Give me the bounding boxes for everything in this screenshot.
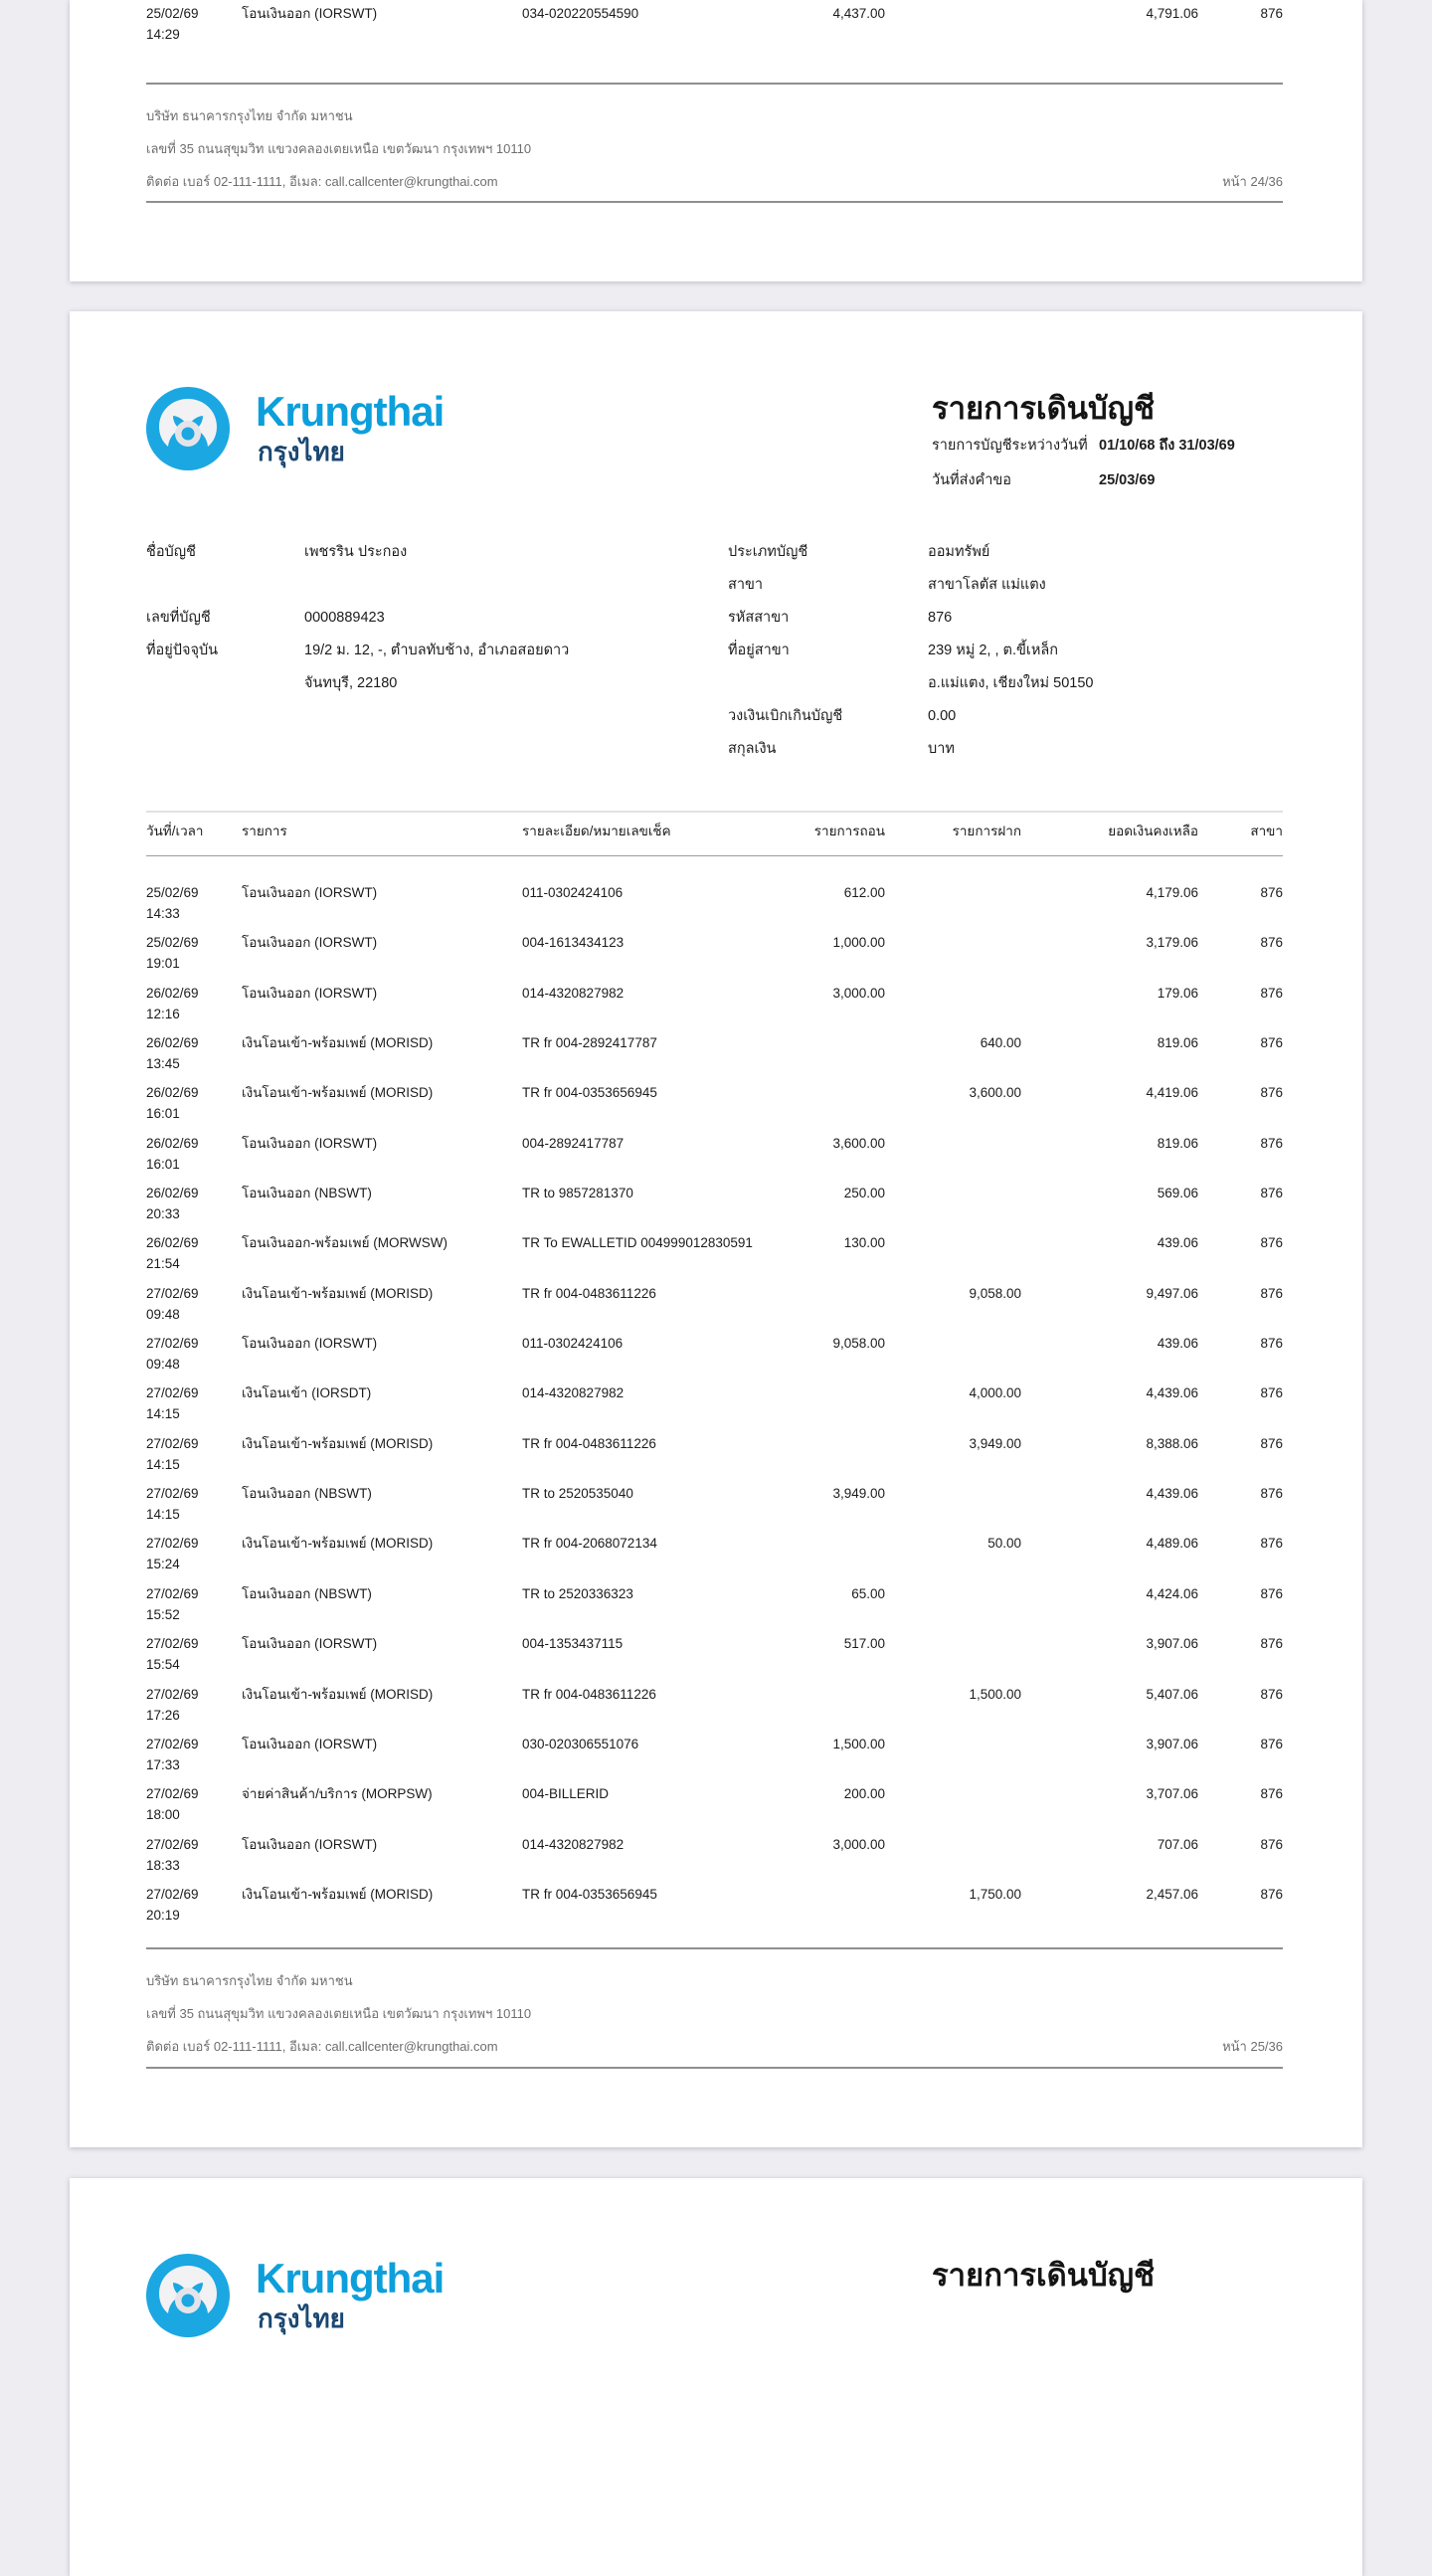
- txn-detail: TR to 2520535040: [522, 1486, 633, 1502]
- txn-detail: TR to 2520336323: [522, 1585, 633, 1601]
- txn-balance: 179.06: [1157, 985, 1198, 1001]
- txn-detail: TR to 9857281370: [522, 1186, 633, 1201]
- txn-balance: 4,791.06: [1146, 6, 1198, 21]
- txn-balance: 4,179.06: [1146, 885, 1198, 900]
- txn-description: จ่ายค่าสินค้า/บริการ (MORPSW): [242, 1786, 433, 1802]
- garuda-bird-icon: [146, 2254, 230, 2337]
- footer-contact: ติดต่อ เบอร์ 02-111-1111, อีเมล: call.callcenter@krungthai.com: [146, 2039, 498, 2054]
- table-row: [146, 983, 1283, 1032]
- txn-detail: TR fr 004-0353656945: [522, 1085, 657, 1101]
- txn-branch: 876: [1260, 1235, 1283, 1251]
- txn-datetime: 27/02/69 09:48: [146, 1336, 199, 1373]
- address-label: ที่อยู่ปัจจุบัน: [146, 643, 219, 658]
- txn-description: เงินโอนเข้า-พร้อมเพย์ (MORISD): [242, 1035, 434, 1051]
- txn-datetime: 25/02/69 14:33: [146, 885, 199, 921]
- branch-address-line2: อ.แม่แตง, เชียงใหม่ 50150: [928, 675, 1094, 691]
- txn-balance: 4,439.06: [1146, 1486, 1198, 1502]
- table-header-divider: [146, 855, 1283, 856]
- txn-detail: 004-1353437115: [522, 1636, 624, 1652]
- txn-balance: 8,388.06: [1146, 1435, 1198, 1451]
- txn-deposit: [885, 1183, 1021, 1232]
- address-line1: 19/2 ม. 12, -, ตำบลทับช้าง, อำเภอสอยดาว: [304, 643, 570, 658]
- txn-datetime: 26/02/69 12:16: [146, 985, 199, 1021]
- txn-branch: 876: [1260, 985, 1283, 1001]
- txn-description: เงินโอนเข้า-พร้อมเพย์ (MORISD): [242, 1285, 434, 1301]
- account-name-label: ชื่อบัญชี: [146, 544, 196, 560]
- txn-withdrawal: 3,000.00: [832, 1836, 885, 1852]
- txn-deposit: [885, 1834, 1021, 1884]
- txn-withdrawal: 517.00: [843, 1636, 885, 1652]
- table-row: [146, 1533, 1283, 1582]
- txn-detail: TR To EWALLETID 004999012830591: [522, 1235, 753, 1251]
- footer-divider: [146, 1947, 1283, 1949]
- txn-withdrawal: 1,000.00: [832, 935, 885, 951]
- txn-deposit: 4,000.00: [969, 1385, 1021, 1401]
- account-row: [146, 739, 1283, 772]
- txn-branch: 876: [1260, 1585, 1283, 1601]
- txn-deposit: 640.00: [980, 1035, 1021, 1051]
- table-row: [146, 1734, 1283, 1783]
- txn-balance: 439.06: [1157, 1336, 1198, 1352]
- txn-withdrawal: [781, 1684, 885, 1734]
- txn-withdrawal: [781, 1533, 885, 1582]
- txn-branch: 876: [1260, 1686, 1283, 1702]
- txn-balance: 3,707.06: [1146, 1786, 1198, 1802]
- table-row: [146, 1082, 1283, 1132]
- branch-address-label: ที่อยู่สาขา: [728, 643, 790, 658]
- txn-description: โอนเงินออก (IORSWT): [242, 1135, 378, 1151]
- txn-detail: 004-2892417787: [522, 1135, 625, 1151]
- txn-deposit: [885, 932, 1021, 982]
- txn-detail: 004-1613434123: [522, 935, 625, 951]
- bank-logo-text-thai: กรุงไทย: [258, 2303, 345, 2333]
- txn-datetime: 27/02/69 18:33: [146, 1836, 199, 1873]
- txn-deposit: [885, 1734, 1021, 1783]
- col-header-branch: สาขา: [1250, 824, 1283, 838]
- txn-deposit: [885, 1483, 1021, 1533]
- txn-datetime: 27/02/69 20:19: [146, 1886, 199, 1923]
- txn-withdrawal: [781, 1032, 885, 1082]
- table-row: [146, 1433, 1283, 1483]
- txn-branch: 876: [1260, 1536, 1283, 1552]
- txn-description: โอนเงินออก (NBSWT): [242, 1486, 372, 1502]
- table-top-divider: [146, 811, 1283, 813]
- txn-description: เงินโอนเข้า-พร้อมเพย์ (MORISD): [242, 1085, 434, 1101]
- txn-detail: TR fr 004-0483611226: [522, 1686, 656, 1702]
- txn-branch: 876: [1260, 6, 1283, 21]
- txn-detail: 004-BILLERID: [522, 1786, 610, 1802]
- table-row: [146, 882, 1283, 932]
- txn-deposit: [885, 1133, 1021, 1183]
- txn-branch: 876: [1260, 1336, 1283, 1352]
- table-header: [146, 821, 1283, 841]
- account-row: [146, 608, 1283, 641]
- bank-logo-text: Krungthai: [256, 388, 445, 435]
- branch-address-line1: 239 หมู่ 2, , ต.ขี้เหล็ก: [928, 643, 1059, 658]
- txn-withdrawal: [781, 1382, 885, 1432]
- txn-branch: 876: [1260, 1836, 1283, 1852]
- txn-datetime: 27/02/69 14:15: [146, 1435, 199, 1472]
- txn-description: เงินโอนเข้า-พร้อมเพย์ (MORISD): [242, 1886, 434, 1902]
- request-date-value: 25/03/69: [1099, 472, 1156, 488]
- txn-datetime: 25/02/69 14:29: [146, 6, 199, 42]
- txn-description: โอนเงินออก (IORSWT): [242, 1836, 378, 1852]
- garuda-bird-icon: [146, 387, 230, 470]
- txn-balance: 4,419.06: [1146, 1085, 1198, 1101]
- col-header-description: รายการ: [242, 824, 287, 838]
- txn-withdrawal: 9,058.00: [832, 1336, 885, 1352]
- account-name: เพชรริน ประกอง: [304, 544, 408, 560]
- txn-deposit: [885, 983, 1021, 1032]
- txn-balance: 2,457.06: [1146, 1886, 1198, 1902]
- branch-code: 876: [928, 610, 953, 626]
- table-row: [146, 1032, 1283, 1082]
- page-number: หน้า 24/36: [1222, 174, 1283, 189]
- txn-datetime: 27/02/69 17:26: [146, 1686, 199, 1723]
- txn-branch: 876: [1260, 1385, 1283, 1401]
- currency-value: บาท: [928, 741, 955, 757]
- footer-company: บริษัท ธนาคารกรุงไทย จำกัด มหาชน: [146, 108, 353, 123]
- txn-datetime: 27/02/69 15:24: [146, 1536, 199, 1572]
- account-number-label: เลขที่บัญชี: [146, 610, 211, 626]
- txn-deposit: 3,949.00: [969, 1435, 1021, 1451]
- footer-divider: [146, 2067, 1283, 2069]
- table-row: [146, 1884, 1283, 1933]
- txn-withdrawal: 200.00: [843, 1786, 885, 1802]
- txn-deposit: 1,750.00: [969, 1886, 1021, 1902]
- txn-datetime: 25/02/69 19:01: [146, 935, 199, 972]
- account-row: [146, 673, 1283, 706]
- txn-datetime: 27/02/69 18:00: [146, 1786, 199, 1823]
- account-type: ออมทรัพย์: [928, 544, 990, 560]
- txn-detail: 034-020220554590: [522, 6, 639, 21]
- table-row: [146, 3, 1283, 45]
- txn-deposit: [885, 1633, 1021, 1683]
- txn-deposit: [885, 1232, 1021, 1282]
- txn-datetime: 26/02/69 21:54: [146, 1235, 199, 1272]
- period-label: รายการบัญชีระหว่างวันที่: [932, 438, 1088, 454]
- table-row: [146, 1834, 1283, 1884]
- table-row: [146, 1633, 1283, 1683]
- footer-divider: [146, 83, 1283, 85]
- txn-withdrawal: 1,500.00: [832, 1736, 885, 1751]
- account-row: [146, 706, 1283, 739]
- txn-balance: 5,407.06: [1146, 1686, 1198, 1702]
- bank-logo-text: Krungthai: [256, 2255, 445, 2301]
- footer-divider: [146, 201, 1283, 203]
- txn-balance: 3,907.06: [1146, 1636, 1198, 1652]
- txn-branch: 876: [1260, 1736, 1283, 1751]
- account-type-label: ประเภทบัญชี: [728, 544, 808, 560]
- page-card-25: [70, 311, 1362, 2147]
- table-row: [146, 1133, 1283, 1183]
- txn-balance: 819.06: [1157, 1135, 1198, 1151]
- txn-description: โอนเงินออก (IORSWT): [242, 1736, 378, 1751]
- branch-name: สาขาโลตัส แม่แตง: [928, 577, 1046, 593]
- txn-withdrawal: 250.00: [843, 1186, 885, 1201]
- txn-deposit: [885, 1583, 1021, 1633]
- txn-balance: 3,179.06: [1146, 935, 1198, 951]
- txn-withdrawal: 4,437.00: [832, 6, 885, 21]
- account-number: 0000889423: [304, 610, 385, 626]
- txn-withdrawal: 3,000.00: [832, 985, 885, 1001]
- footer-address: เลขที่ 35 ถนนสุขุมวิท แขวงคลองเตยเหนือ เขตวัฒนา กรุงเทพฯ 10110: [146, 141, 532, 156]
- txn-balance: 819.06: [1157, 1035, 1198, 1051]
- col-header-detail: รายละเอียด/หมายเลขเช็ค: [522, 824, 671, 838]
- txn-withdrawal: 65.00: [851, 1585, 885, 1601]
- txn-deposit: 3,600.00: [969, 1085, 1021, 1101]
- txn-branch: 876: [1260, 1435, 1283, 1451]
- account-row: [146, 641, 1283, 673]
- txn-branch: 876: [1260, 1135, 1283, 1151]
- table-row: [146, 1483, 1283, 1533]
- txn-balance: 707.06: [1157, 1836, 1198, 1852]
- txn-detail: 011-0302424106: [522, 885, 624, 900]
- overdraft-value: 0.00: [928, 708, 957, 724]
- txn-description: โอนเงินออก (IORSWT): [242, 935, 378, 951]
- txn-description: โอนเงินออก (IORSWT): [242, 1636, 378, 1652]
- col-header-deposit: รายการฝาก: [952, 824, 1021, 838]
- txn-description: โอนเงินออก-พร้อมเพย์ (MORWSW): [242, 1235, 448, 1251]
- col-header-withdrawal: รายการถอน: [813, 824, 885, 838]
- txn-datetime: 27/02/69 14:15: [146, 1486, 199, 1523]
- txn-detail: TR fr 004-0353656945: [522, 1886, 657, 1902]
- txn-deposit: [885, 3, 1021, 45]
- txn-branch: 876: [1260, 1186, 1283, 1201]
- txn-branch: 876: [1260, 885, 1283, 900]
- txn-datetime: 26/02/69 16:01: [146, 1135, 199, 1172]
- txn-datetime: 26/02/69 20:33: [146, 1186, 199, 1222]
- account-row: [146, 542, 1283, 575]
- txn-branch: 876: [1260, 1285, 1283, 1301]
- txn-withdrawal: 3,600.00: [832, 1135, 885, 1151]
- col-header-balance: ยอดเงินคงเหลือ: [1108, 824, 1198, 838]
- table-row: [146, 932, 1283, 982]
- txn-balance: 4,424.06: [1146, 1585, 1198, 1601]
- txn-detail: TR fr 004-0483611226: [522, 1285, 656, 1301]
- txn-withdrawal: [781, 1433, 885, 1483]
- txn-detail: 014-4320827982: [522, 985, 625, 1001]
- footer-address: เลขที่ 35 ถนนสุขุมวิท แขวงคลองเตยเหนือ เขตวัฒนา กรุงเทพฯ 10110: [146, 2006, 532, 2021]
- txn-datetime: 27/02/69 09:48: [146, 1285, 199, 1322]
- page-card-26: [70, 2178, 1362, 2576]
- txn-detail: 011-0302424106: [522, 1336, 624, 1352]
- txn-branch: 876: [1260, 1886, 1283, 1902]
- txn-description: โอนเงินออก (IORSWT): [242, 985, 378, 1001]
- txn-description: เงินโอนเข้า-พร้อมเพย์ (MORISD): [242, 1536, 434, 1552]
- table-row: [146, 1382, 1283, 1432]
- txn-description: เงินโอนเข้า (IORSDT): [242, 1385, 372, 1401]
- txn-balance: 569.06: [1157, 1186, 1198, 1201]
- txn-branch: 876: [1260, 1786, 1283, 1802]
- address-line2: จันทบุรี, 22180: [304, 675, 398, 691]
- branch-label: สาขา: [728, 577, 764, 593]
- statement-title: รายการเดินบัญชี: [932, 391, 1156, 426]
- request-date-label: วันที่ส่งคำขอ: [932, 472, 1012, 488]
- txn-datetime: 26/02/69 16:01: [146, 1085, 199, 1122]
- footer-contact: ติดต่อ เบอร์ 02-111-1111, อีเมล: call.callcenter@krungthai.com: [146, 174, 498, 189]
- txn-deposit: [885, 1783, 1021, 1833]
- period-value: 01/10/68 ถึง 31/03/69: [1099, 438, 1235, 454]
- krungthai-logo: [146, 2254, 230, 2337]
- page-number: หน้า 25/36: [1222, 2039, 1283, 2054]
- txn-withdrawal: [781, 1283, 885, 1333]
- branch-code-label: รหัสสาขา: [728, 610, 790, 626]
- txn-deposit: [885, 1333, 1021, 1382]
- table-row: [146, 1583, 1283, 1633]
- txn-datetime: 26/02/69 13:45: [146, 1035, 199, 1072]
- table-row: [146, 1232, 1283, 1282]
- txn-detail: 014-4320827982: [522, 1836, 625, 1852]
- txn-withdrawal: 130.00: [843, 1235, 885, 1251]
- txn-datetime: 27/02/69 15:54: [146, 1636, 199, 1673]
- table-row: [146, 1283, 1283, 1333]
- txn-branch: 876: [1260, 935, 1283, 951]
- txn-balance: 439.06: [1157, 1235, 1198, 1251]
- txn-deposit: 50.00: [987, 1536, 1021, 1552]
- txn-detail: 030-020306551076: [522, 1736, 639, 1751]
- txn-balance: 9,497.06: [1146, 1285, 1198, 1301]
- txn-deposit: 1,500.00: [969, 1686, 1021, 1702]
- txn-description: โอนเงินออก (NBSWT): [242, 1186, 372, 1201]
- txn-datetime: 27/02/69 14:15: [146, 1385, 199, 1422]
- currency-label: สกุลเงิน: [728, 741, 777, 757]
- txn-withdrawal: 3,949.00: [832, 1486, 885, 1502]
- txn-balance: 3,907.06: [1146, 1736, 1198, 1751]
- bank-logo-text-thai: กรุงไทย: [258, 437, 345, 466]
- txn-description: โอนเงินออก (IORSWT): [242, 885, 378, 900]
- txn-description: โอนเงินออก (IORSWT): [242, 6, 378, 21]
- txn-detail: TR fr 004-2068072134: [522, 1536, 657, 1552]
- txn-description: เงินโอนเข้า-พร้อมเพย์ (MORISD): [242, 1686, 434, 1702]
- txn-description: เงินโอนเข้า-พร้อมเพย์ (MORISD): [242, 1435, 434, 1451]
- txn-withdrawal: 612.00: [843, 885, 885, 900]
- txn-branch: 876: [1260, 1085, 1283, 1101]
- col-header-datetime: วันที่/เวลา: [146, 824, 204, 838]
- txn-withdrawal: [781, 1884, 885, 1933]
- statement-title: รายการเดินบัญชี: [932, 2258, 1156, 2293]
- footer-company: บริษัท ธนาคารกรุงไทย จำกัด มหาชน: [146, 1973, 353, 1988]
- txn-balance: 4,439.06: [1146, 1385, 1198, 1401]
- txn-detail: TR fr 004-2892417787: [522, 1035, 657, 1051]
- txn-detail: TR fr 004-0483611226: [522, 1435, 656, 1451]
- account-row: [146, 575, 1283, 608]
- txn-description: โอนเงินออก (IORSWT): [242, 1336, 378, 1352]
- txn-datetime: 27/02/69 15:52: [146, 1585, 199, 1622]
- txn-balance: 4,489.06: [1146, 1536, 1198, 1552]
- txn-datetime: 27/02/69 17:33: [146, 1736, 199, 1772]
- txn-withdrawal: [781, 1082, 885, 1132]
- krungthai-logo: [146, 387, 230, 470]
- transaction-table: [146, 882, 1283, 1933]
- txn-branch: 876: [1260, 1486, 1283, 1502]
- table-row: [146, 1783, 1283, 1833]
- table-row: [146, 1183, 1283, 1232]
- table-row: [146, 1333, 1283, 1382]
- txn-deposit: [885, 882, 1021, 932]
- txn-description: โอนเงินออก (NBSWT): [242, 1585, 372, 1601]
- txn-deposit: 9,058.00: [969, 1285, 1021, 1301]
- txn-branch: 876: [1260, 1035, 1283, 1051]
- page-card-24: [70, 0, 1362, 281]
- txn-branch: 876: [1260, 1636, 1283, 1652]
- account-info: [146, 542, 1283, 772]
- table-row: [146, 1684, 1283, 1734]
- txn-detail: 014-4320827982: [522, 1385, 625, 1401]
- overdraft-label: วงเงินเบิกเกินบัญชี: [728, 708, 843, 724]
